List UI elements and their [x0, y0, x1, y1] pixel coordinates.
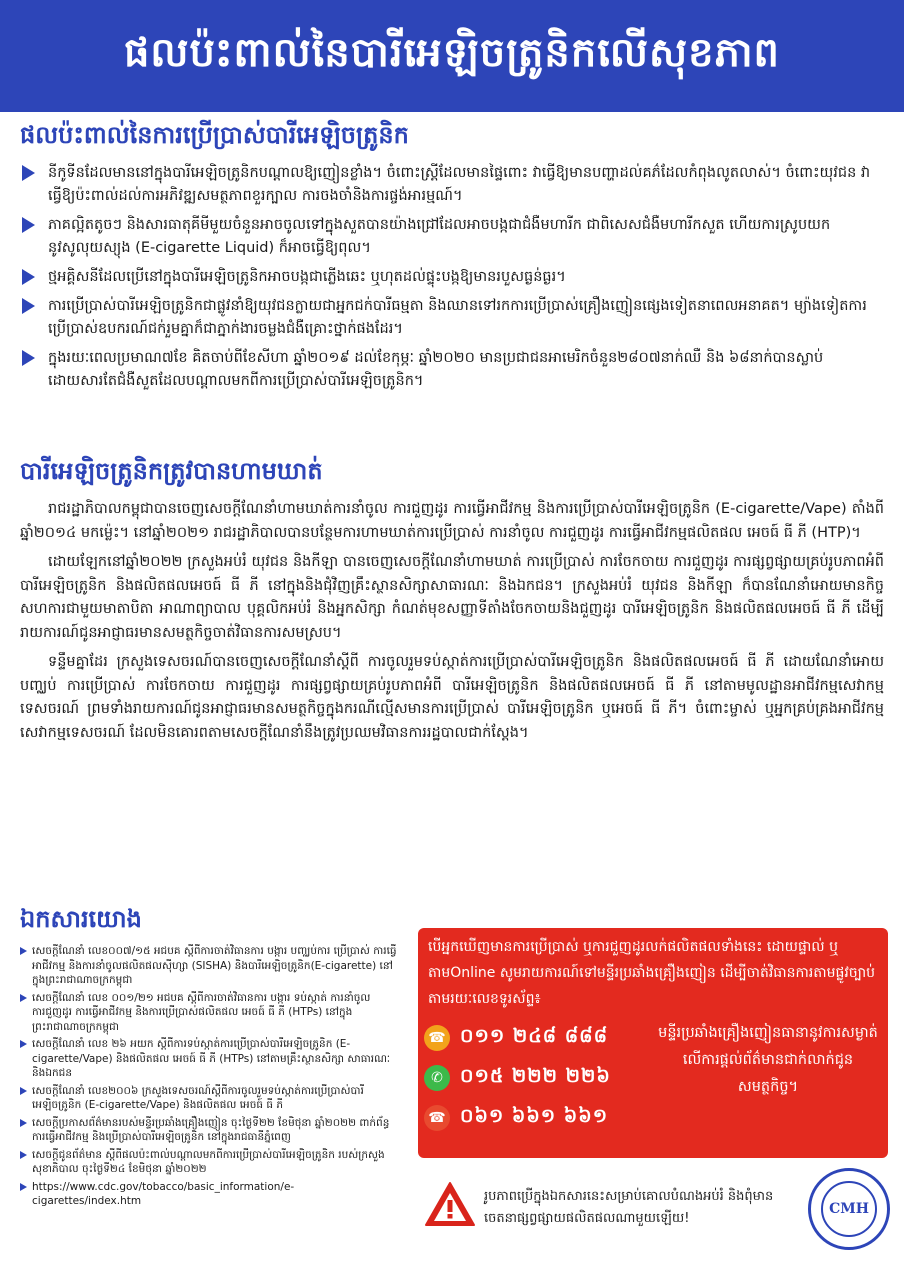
- reference-item: [20, 1084, 400, 1113]
- report-box: [418, 928, 888, 1158]
- page-title: ផលប៉ះពាល់នៃបារីអេឡិចត្រូនិកលើសុខភាព: [124, 29, 780, 76]
- phone-entry[interactable]: [424, 1104, 608, 1132]
- reference-text: សេចក្តីណែនាំ លេខ០០៧/១៥ អជបគ ស្តីពីការចាត់វិធានការ បង្ការ បញ្ឈប់ការ ប្រើប្រាស់ ការធ្វើអាជីវកម្ម និងការនាំចូលផលិតផលស៊ីហ្សា (SISHA) និងបារីអេឡិចត្រូនិក(E-cigarette) នៅក្នុងព្រះរាជាណាចក្រកម្ពុជា: [32, 945, 397, 986]
- cmh-logo: [808, 1168, 890, 1250]
- arrow-bullet-icon: [22, 350, 35, 366]
- arrow-bullet-icon: [22, 217, 35, 233]
- department-note: មន្ទីរប្រឆាំងគ្រឿងញៀនធានានូវការសម្ងាត់លើការផ្តល់ព័ត៌មានជាក់លាក់ជូនសមត្ថកិច្ច។: [658, 1025, 878, 1095]
- banned-section-body: [20, 498, 884, 751]
- phone-number[interactable]: ០៦១ ៦៦១ ៦៦១: [460, 1105, 609, 1127]
- arrow-bullet-icon: [20, 1183, 27, 1191]
- list-item: [20, 266, 882, 289]
- bullet-text: ក្នុងរយៈពេលប្រមាណ៧ខែ គិតចាប់ពីខែសីហា ឆ្នាំ២០១៩ ដល់ខែកុម្ភៈ ឆ្នាំ២០២០ មានប្រជាជនអាមេរិកចំនួន២៨០៧នាក់ឈឺ និង ៦៨នាក់បានស្លាប់ដោយសារតែជំងឺសួតដែលបណ្តាលមកពីការប្រើប្រាស់បារីអេឡិចត្រូនិក។: [48, 350, 824, 389]
- phone-icon: ☎: [424, 1105, 450, 1131]
- list-item: [20, 162, 882, 208]
- arrow-bullet-icon: [20, 1040, 27, 1048]
- title-banner: [0, 0, 904, 112]
- list-item: [20, 347, 882, 393]
- reference-link[interactable]: [20, 1180, 400, 1209]
- reference-item: [20, 1148, 400, 1177]
- arrow-bullet-icon: [22, 298, 35, 314]
- section-heading-effects: ផលប៉ះពាល់នៃការប្រើប្រាស់បារីអេឡិចត្រូនិក: [20, 121, 409, 149]
- reference-list: [20, 944, 400, 1212]
- section-heading-references: ឯកសារយោង: [20, 905, 142, 933]
- logo-text: CMH: [821, 1181, 877, 1237]
- whatsapp-icon: ✆: [424, 1065, 450, 1091]
- list-item: [20, 214, 882, 260]
- reference-text: សេចក្តីណែនាំ លេខ២០០៦ ក្រសួងទេសចរណ៍ស្តីពីការចូលរួមទប់ស្កាត់ការប្រើប្រាស់បារីអេឡិចត្រូនិក (E-cigarette/Vape) និងផលិតផល អេចធ៍ ធី ភី: [32, 1084, 364, 1111]
- bullet-text: នីកូទីនដែលមាននៅក្នុងបារីអេឡិចត្រូនិកបណ្តាលឱ្យញៀនខ្លាំង។ ចំពោះស្ត្រីដែលមានផ្ទៃពោះ វាធ្វើឱ្យមានបញ្ហាដល់គភ៌ដែលកំពុងលូតលាស់។ ចំពោះយុវជន វាធ្វើឱ្យប៉ះពាល់ដល់ការអភិវឌ្ឍសមត្ថភាពខួរក្បាល ការចងចាំនិងការផ្ចង់អារម្មណ៍។: [48, 165, 871, 204]
- reference-url[interactable]: https://www.cdc.gov/tobacco/basic_information/e-cigarettes/index.htm: [32, 1180, 295, 1207]
- bullet-text: ភាគល្អិតតូចៗ និងសារធាតុគីមីមួយចំនួនអាចចូលទៅក្នុងសួតបានយ៉ាងជ្រៅដែលអាចបង្កជាជំងឺមហារីក ជាពិសេសជំងឺមហារីកសួត ហើយការស្រូបយកនូវសូលុយស្យុង (E-cigarette Liquid) ក៏អាចធ្វើឱ្យពុល។: [48, 217, 831, 256]
- arrow-bullet-icon: [20, 1119, 27, 1127]
- warning-icon: [424, 1180, 476, 1228]
- reference-item: [20, 944, 400, 988]
- bullet-text: ការប្រើប្រាស់បារីអេឡិចត្រូនិកជាផ្លូវនាំឱ្យយុវជនក្លាយជាអ្នកជក់បារីធម្មតា និងឈានទៅរកការប្រើប្រាស់គ្រឿងញៀនផ្សេងទៀតនាពេលអនាគត។ ម្យ៉ាងទៀតការប្រើប្រាស់ឧបករណ៍ជក់រួមគ្នាក៏ជាភ្នាក់ងារចម្លងជំងឺគ្រោះថ្នាក់ផងដែរ។: [48, 298, 867, 337]
- reference-text: សេចក្តីណែនាំ លេខ ២៦ អយក ស្តីពីការទប់ស្កាត់ការប្រើប្រាស់បារីអេឡិចត្រូនិក (E-cigarette/Vape) និងផលិតផល អេចធ៍ ធី ភី (HTPs) នៅតាមគ្រឹះស្ថានសិក្សា សាធារណៈ និងឯកជន: [32, 1038, 391, 1079]
- paragraph: ទន្ទឹមគ្នាដែរ ក្រសួងទេសចរណ៍បានចេញសេចក្តីណែនាំស្តីពី ការចូលរួមទប់ស្កាត់ការប្រើប្រាស់បារីអេឡិចត្រូនិក និងផលិតផលអេចធ៍ ធី ភី ដោយណែនាំអោយបញ្ឈប់ ការប្រើប្រាស់ ការចែកចាយ ការជួញដូរ ការផ្សព្វផ្សាយគ្រប់រូបភាពអំពី បារីអេឡិចត្រូនិក និងផលិតផលអេចធ៍ ធី ភី នៅតាមមូលដ្ឋានអាជីវកម្មសេវាកម្មទេសចរណ៍ ព្រមទាំងរាយការណ៍ជូនអាជ្ញាធរមានសមត្ថកិច្ចក្នុងករណីល្មើសមានការប្រើប្រាស់ បារីអេឡិចត្រូនិក ឬអេចធ៍ ធី ភី។ ចំពោះម្ចាស់ ឬអ្នកគ្រប់គ្រងអាជីវកម្មសេវាកម្មទេសចរណ៍ ដែលមិនគោរពតាមសេចក្តីណែនាំនឹងត្រូវប្រឈមវិធានការរដ្ឋបាលជាក់ស្តែង។: [20, 654, 884, 741]
- disclaimer-text: រូបភាពប្រើក្នុងឯកសារនេះសម្រាប់គោលបំណងអប់រំ និងពុំមានចេតនាផ្សព្វផ្សាយផលិតផលណាមួយឡើយ!: [484, 1189, 774, 1226]
- arrow-bullet-icon: [20, 947, 27, 955]
- report-message: បើអ្នកឃើញមានការប្រើប្រាស់ ឬការជួញដូរលក់ផលិតផលទាំងនេះ ដោយផ្ទាល់ ឬតាមOnline សូមរាយការណ៍ទៅមន្ទីរប្រឆាំងគ្រឿងញៀន ដើម្បីចាត់វិធានការតាមផ្លូវច្បាប់ តាមរយៈលេខទូរស័ព្ទ៖: [428, 939, 875, 1007]
- paragraph: រាជរដ្ឋាភិបាលកម្ពុជាបានចេញសេចក្តីណែនាំហាមឃាត់ការនាំចូល ការជួញដូរ ការធ្វើអាជីវកម្ម និងការប្រើប្រាស់បារីអេឡិចត្រូនិក (E-cigarette/Vape) តាំងពីឆ្នាំ២០១៤ មកម្ល៉េះ។ នៅឆ្នាំ២០២១ រាជរដ្ឋាភិបាលបានបន្ថែមការហាមឃាត់ការប្រើប្រាស់ ការនាំចូល ការជួញដូរ ការធ្វើអាជីវកម្មផលិតផល អេចធ៍ ធី ភី (HTP)។: [20, 501, 884, 541]
- list-item: [20, 295, 882, 341]
- phone-entry[interactable]: [424, 1024, 608, 1052]
- reference-text: សេចក្តីប្រកាសព័ត៌មានរបស់មន្ទីរប្រឆាំងគ្រឿងញៀន ចុះថ្ងៃទី២២ ខែមិថុនា ឆ្នាំ២០២២ ពាក់ព័ន្ធការធ្វើអាជីវកម្ម និងប្រើប្រាស់បារីអេឡិចត្រូនិក នៅក្នុងរាជធានីភ្នំពេញ: [32, 1116, 390, 1143]
- effects-list: [20, 162, 882, 399]
- arrow-bullet-icon: [22, 269, 35, 285]
- reference-item: [20, 1037, 400, 1081]
- phone-entry[interactable]: [424, 1064, 611, 1092]
- phone-number[interactable]: ០១១ ២៤៨ ៨៨៨: [460, 1025, 609, 1047]
- phone-number[interactable]: ០១៥ ២២២ ២២៦: [460, 1065, 611, 1087]
- arrow-bullet-icon: [20, 1087, 27, 1095]
- reference-item: [20, 1116, 400, 1145]
- reference-item: [20, 991, 400, 1035]
- arrow-bullet-icon: [20, 994, 27, 1002]
- arrow-bullet-icon: [20, 1151, 27, 1159]
- phone-icon: ☎: [424, 1025, 450, 1051]
- bullet-text: ថ្មអគ្គិសនីដែលប្រើនៅក្នុងបារីអេឡិចត្រូនិកអាចបង្កជាភ្លើងឆេះ ឬហុតដល់ផ្ទុះបង្កឱ្យមានរបួសធ្ងន់ធ្ងរ។: [48, 269, 566, 285]
- section-heading-banned: បារីអេឡិចត្រូនិកត្រូវបានហាមឃាត់: [20, 457, 323, 485]
- reference-text: សេចក្តីជូនព័ត៌មាន ស្តីពីផលប៉ះពាល់បណ្តាលមកពីការប្រើប្រាស់បារីអេឡិចត្រូនិក របស់ក្រសួងសុខាភិបាល ចុះថ្ងៃទី២៤ ខែមិថុនា ឆ្នាំ២០២២: [32, 1148, 385, 1175]
- arrow-bullet-icon: [22, 165, 35, 181]
- reference-text: សេចក្តីណែនាំ លេខ ០០១/២១ អជបគ ស្តីពីការចាត់វិធានការ បង្ការ ទប់ស្កាត់ ការនាំចូល ការជួញដូរ ការធ្វើអាជីវកម្ម និងការប្រើប្រាស់ផលិតផល អេចធ៍ ធី ភី (HTPs) នៅក្នុងព្រះរាជាណាចក្រកម្ពុជា: [32, 991, 371, 1033]
- paragraph: ដោយឡែកនៅឆ្នាំ២០២២ ក្រសួងអប់រំ យុវជន និងកីឡា បានចេញសេចក្តីណែនាំហាមឃាត់ ការប្រើប្រាស់ ការចែកចាយ ការជួញដូរ ការផ្សព្វផ្សាយគ្រប់រូបភាពអំពីបារីអេឡិចត្រូនិក និងផលិតផលអេចធ៍ ធី ភី នៅក្នុងនិងជុំវិញគ្រឹះស្ថានសិក្សាសាធារណៈ និងឯកជន។ ក្រសួងអប់រំ យុវជន និងកីឡា ក៏បានណែនាំអោយមានកិច្ចសហការជាមួយមាតាបិតា អាណាព្យាបាល បុគ្គលិកអប់រំ និងអ្នកសិក្សា កំណត់មុខសញ្ញាទីតាំងចែកចាយនិងជួញដូរ បារីអេឡិចត្រូនិក និងផលិតផលអេចធ៍ ធី ភី ដើម្បីរាយការណ៍ជូនអាជ្ញាធរមានសមត្ថកិច្ចចាត់វិធានការសមស្រប។: [20, 554, 884, 641]
